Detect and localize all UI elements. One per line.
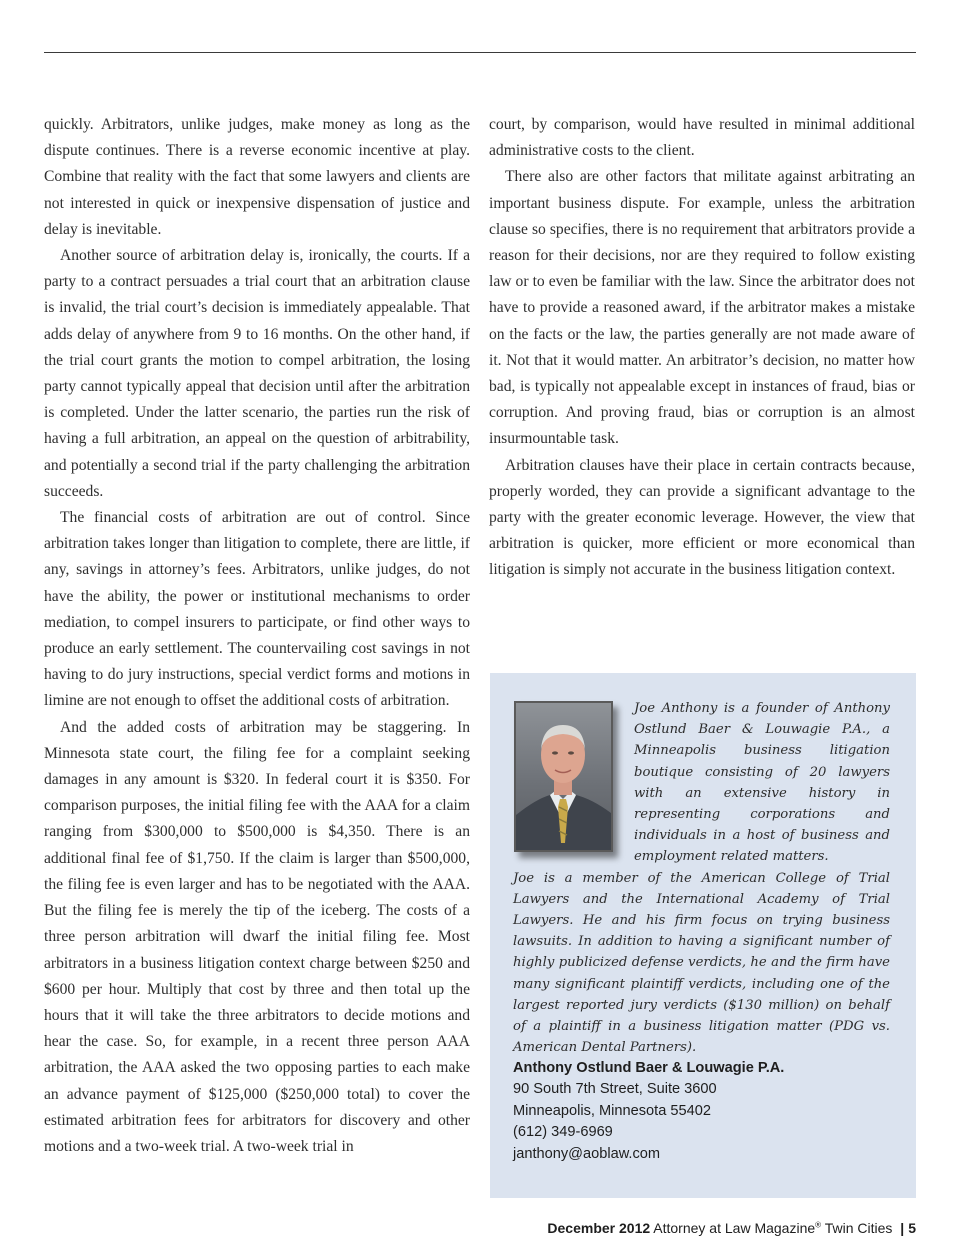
author-bio-box [490, 673, 916, 1198]
paragraph: And the added costs of arbitration may be staggering. In Minnesota state court, the filing fee for a complaint seeking damages in any amount is $320. In federal court it is $350. For comparison purposes, the initial filing fee with the AAA for a claim ranging from $300,000 to $500,000 is $4,350. There is an additional final fee of $1,750. If the claim is larger than $500,000, the filing fee is even larger and has to be negotiated with the AAA. But the filing fee is merely the tip of the iceberg. The costs of a three person arbitration will dwarf the initial filing fee. Most arbitrators in a business litigation context charge between $250 and $600 per hour. Multiply that cost by three and then total up the hours that it will take the three arbitrators to decide motions and hear the case. So, for example, in a recent three person AAA arbitration, the AAA asked the two opposing parties to each make an advance payment of $125,000 ($250,000 total) to cover the estimated arbitration fees for arbitrators for discovery and other motions and a two-week trial. A two-week trial in [44, 718, 470, 1155]
bio-paragraph: Joe is a member of the American College of Trial Lawyers and the International Academy of Trial Lawyers. He and his firm focus on trying business lawsuits. In addition to having a significant number of highly publicized defense verdicts, he and the firm have many significant plaintiff verdicts, including one of the largest reported jury verdicts ($130 million) on behalf of a plaintiff in a business litigation matter (PDG vs. American Dental Partners). [513, 870, 890, 1056]
contact-block [513, 1058, 893, 1165]
registered-mark: ® [815, 1220, 822, 1230]
email-address[interactable]: janthony@aoblaw.com [513, 1145, 661, 1162]
bio-text [513, 698, 890, 1058]
top-rule [44, 52, 916, 53]
left-column [44, 112, 470, 1160]
footer-separator: | [900, 1220, 905, 1236]
address-line-1: 90 South 7th Street, Suite 3600 [513, 1081, 717, 1098]
paragraph: Arbitration clauses have their place in certain contracts because, properly worded, they can provide a significant advantage to the party with the greater economic leverage. However, the view that arbitration is quicker, more efficient or more economical than litigation is simply not accurate in the business litigation context. [489, 456, 915, 579]
paragraph: court, by comparison, would have resulted in minimal additional administrative costs to the client. [489, 116, 915, 160]
edition-name: Twin Cities [824, 1220, 893, 1236]
phone-number: (612) 349-6969 [513, 1124, 613, 1141]
magazine-name: Attorney at Law Magazine [653, 1220, 816, 1236]
paragraph: Another source of arbitration delay is, ironically, the courts. If a party to a contract persuades a trial court that an arbitration clause is invalid, the trial court’s decision is immediately appealable. That adds delay of anywhere from 9 to 16 months. On the other hand, if the trial court grants the motion to compel arbitration, the losing party cannot typically appeal that decision until after the arbitration is completed. Under the latter scenario, the parties run the risk of having a full arbitration, an appeal on the question of arbitrability, and potentially a second trial if the party challenging the arbitration succeeds. [44, 247, 470, 500]
paragraph: quickly. Arbitrators, unlike judges, make money as long as the dispute continues. There is a reverse economic incentive at play. Combine that reality with the fact that some lawyers and clients are not interested in quick or inexpensive dispensation of justice and delay is inevitable. [44, 116, 470, 238]
address-line-2: Minneapolis, Minnesota 55402 [513, 1102, 711, 1119]
bio-paragraph: Joe Anthony is a founder of Anthony Ostlund Baer & Louwagie P.A., a Minneapolis business litigation boutique consisting of 20 lawyers with an extensive history in representing corporations and individuals in a host of business and employment related matters. [634, 701, 890, 865]
photo-spacer [513, 698, 634, 856]
paragraph: There also are other factors that militate against arbitrating an important business dispute. For example, unless the arbitration clause so specifies, there is no requirement that arbitrators provide a reason for their decisions, nor are they required to follow existing law or to even be familiar with the law. Since the arbitrator does not have to provide a reasoned award, if the arbitrator makes a mistake on the facts or the law, the parties generally are not made aware of it. Not that it would matter. An arbitrator’s decision, no matter how bad, is typically not appealable except in instances of fraud, bias or corruption. And proving fraud, bias or corruption is an almost insurmountable task. [489, 168, 915, 448]
paragraph: The financial costs of arbitration are out of control. Since arbitration takes longer than litigation to complete, there are little, if any, savings in attorney’s fees. Arbitrators, unlike judges, do not have the ability, the power or institutional mechanisms to order mediation, to compel insurers to participate, or find other ways to produce an early settlement. The countervailing cost savings in not having to do jury instructions, special verdict forms and motions in limine are not enough to offset the additional costs of arbitration. [44, 509, 470, 710]
page-number: 5 [908, 1220, 916, 1236]
page-footer [547, 1220, 916, 1236]
issue-date: December 2012 [547, 1220, 651, 1236]
firm-name: Anthony Ostlund Baer & Louwagie P.A. [513, 1060, 785, 1076]
right-column [489, 112, 915, 584]
